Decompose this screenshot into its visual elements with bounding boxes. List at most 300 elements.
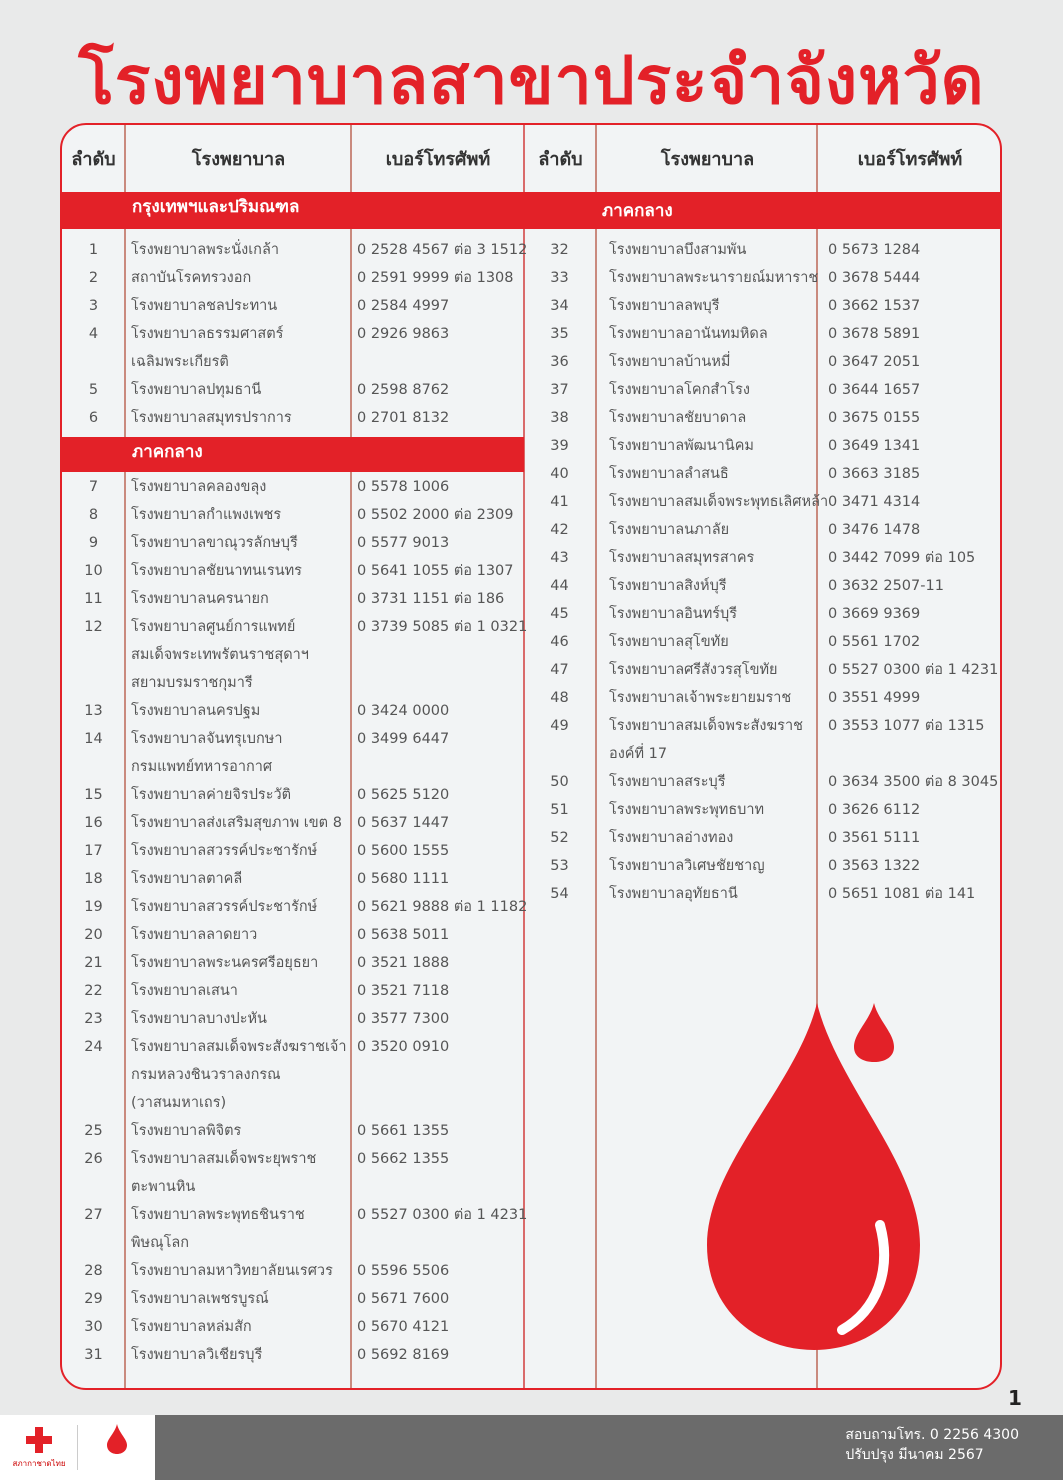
table-row (62, 613, 528, 697)
table-row (532, 796, 1002, 824)
hospital-name-line: โรงพยาบาลมหาวิทยาลัยนเรศวร (131, 1263, 333, 1279)
phone-number: 0 3634 3500 ต่อ 8 3045 (828, 774, 999, 790)
row-number: 53 (550, 858, 569, 874)
hospital-name-line: โรงพยาบาลหล่มสัก (131, 1319, 252, 1335)
row-number: 36 (550, 354, 569, 370)
hospital-name (131, 697, 260, 725)
hospital-name (131, 557, 302, 585)
phone-number: 0 3499 6447 (357, 731, 450, 747)
hospital-name-line: องค์ที่ 17 (609, 746, 668, 762)
row-number: 5 (88, 382, 99, 398)
hospital-name (609, 712, 803, 768)
hospital-name (609, 348, 730, 376)
table-row (62, 1201, 528, 1257)
header-hospital-right: โรงพยาบาล (660, 149, 755, 170)
table-row (62, 837, 524, 865)
phone-number: 0 5561 1702 (828, 634, 921, 650)
table-row (532, 432, 1002, 460)
red-cross-logo-icon (24, 1425, 54, 1455)
hospital-name (131, 893, 317, 921)
row-number: 42 (550, 522, 569, 538)
table-row (62, 865, 524, 893)
row-number: 50 (550, 774, 569, 790)
row-number: 33 (550, 270, 569, 286)
row-number: 18 (84, 871, 103, 887)
table-row (62, 320, 524, 376)
phone-number: 0 5637 1447 (357, 815, 450, 831)
phone-number: 0 3626 6112 (828, 802, 921, 818)
table-row (62, 977, 524, 1005)
phone-number: 0 5621 9888 ต่อ 1 1182 (357, 899, 528, 915)
hospital-name (131, 725, 282, 781)
hospital-name (131, 376, 261, 404)
table-row (532, 824, 1002, 852)
phone-number: 0 5578 1006 (357, 479, 450, 495)
hospital-name (131, 1033, 347, 1117)
hospital-name-line: สมเด็จพระเทพรัตนราชสุดาฯ (131, 647, 309, 663)
phone-number: 0 3520 0910 (357, 1039, 450, 1055)
table-row (532, 852, 1002, 880)
rows-central-right (532, 236, 1002, 908)
hospital-name (609, 404, 746, 432)
phone-number: 0 2591 9999 ต่อ 1308 (357, 270, 514, 286)
row-number: 17 (84, 843, 103, 859)
hospital-name (609, 264, 818, 292)
hospital-name (131, 865, 242, 893)
row-number: 16 (84, 815, 103, 831)
header-phone-right: เบอร์โทรศัพท์ (857, 149, 963, 170)
hospital-name-line: โรงพยาบาลสมุทรปราการ (131, 410, 292, 426)
table-row (532, 684, 1002, 712)
table-row (62, 236, 528, 264)
row-number: 49 (550, 718, 569, 734)
hospital-name-line: โรงพยาบาลสิงห์บุรี (609, 578, 727, 594)
row-number: 23 (84, 1011, 103, 1027)
phone-number: 0 5692 8169 (357, 1347, 450, 1363)
hospital-name-line: โรงพยาบาลนครนายก (131, 591, 269, 607)
phone-number: 0 3669 9369 (828, 606, 921, 622)
hospital-name-line: โรงพยาบาลศรีสังวรสุโขทัย (609, 662, 778, 678)
hospital-name-line: โรงพยาบาลวิเศษชัยชาญ (609, 858, 765, 874)
hospital-name-line: โรงพยาบาลบึงสามพัน (609, 242, 747, 258)
table-row (62, 529, 524, 557)
hospital-name-line: เฉลิมพระเกียรติ (131, 354, 229, 370)
row-number: 9 (88, 535, 99, 551)
phone-number: 0 3662 1537 (828, 298, 921, 314)
row-number: 20 (84, 927, 103, 943)
hospital-name-line: โรงพยาบาลสมเด็จพระสังฆราชเจ้า (131, 1039, 347, 1055)
table-row (62, 1341, 524, 1369)
table-row (62, 473, 524, 501)
hospital-name (609, 432, 754, 460)
section-bar-central (62, 437, 524, 472)
table-row (62, 585, 524, 613)
logo-area (0, 1415, 155, 1480)
row-number: 22 (84, 983, 103, 999)
hospital-name-line: ตะพานหิน (131, 1179, 196, 1195)
table-row (532, 712, 1002, 768)
table-row (62, 1257, 524, 1285)
hospital-name-line: โรงพยาบาลสระบุรี (609, 774, 726, 790)
page-title: โรงพยาบาลสาขาประจำจังหวัด (78, 42, 985, 119)
table-row (62, 1285, 524, 1313)
hospital-name-line: โรงพยาบาลชลประทาน (131, 298, 278, 314)
hospital-name-line: โรงพยาบาลชัยนาทนเรนทร (131, 563, 302, 579)
phone-number: 0 5662 1355 (357, 1151, 450, 1167)
phone-number: 0 5625 5120 (357, 787, 450, 803)
row-number: 15 (84, 787, 103, 803)
table-row (62, 1033, 524, 1117)
hospital-name (131, 404, 292, 432)
phone-number: 0 3521 7118 (357, 983, 450, 999)
hospital-name (131, 921, 257, 949)
table-row (62, 404, 524, 432)
row-number: 12 (84, 619, 103, 635)
hospital-name-line: โรงพยาบาลอานันทมหิดล (609, 326, 768, 342)
hospital-name-line: โรงพยาบาลจันทรุเบกษา (131, 731, 283, 747)
row-number: 4 (88, 326, 99, 342)
row-number: 24 (84, 1039, 103, 1055)
phone-number: 0 3476 1478 (828, 522, 921, 538)
table-row (62, 725, 524, 781)
phone-number: 0 5577 9013 (357, 535, 450, 551)
hospital-name-line: สยามบรมราชกุมารี (131, 675, 253, 691)
hospital-name (609, 684, 791, 712)
row-number: 14 (84, 731, 103, 747)
header-phone-left: เบอร์โทรศัพท์ (385, 149, 491, 170)
phone-number: 0 3442 7099 ต่อ 105 (828, 550, 976, 566)
phone-number: 0 5600 1555 (357, 843, 450, 859)
hospital-name (609, 852, 765, 880)
table-row (62, 781, 524, 809)
rows-bangkok (62, 236, 528, 432)
row-number: 28 (84, 1263, 103, 1279)
hospital-name (609, 656, 778, 684)
hospital-name (131, 949, 318, 977)
row-number: 51 (550, 802, 569, 818)
hospital-name (131, 1201, 305, 1257)
hospital-name-line: โรงพยาบาลตาคลี (131, 871, 243, 887)
hospital-name (131, 320, 283, 376)
table-row (532, 516, 1002, 544)
phone-number: 0 5596 5506 (357, 1263, 450, 1279)
hospital-name (609, 376, 750, 404)
hospital-name-line: โรงพยาบาลธรรมศาสตร์ (131, 326, 284, 342)
phone-number: 0 3678 5891 (828, 326, 921, 342)
hospital-name (131, 1285, 269, 1313)
section-label-bangkok: กรุงเทพฯและปริมณฑล (132, 197, 300, 217)
row-number: 40 (550, 466, 569, 482)
row-number: 35 (550, 326, 569, 342)
row-number: 27 (84, 1207, 103, 1223)
hospital-name-line: โรงพยาบาลสมุทรสาคร (609, 550, 755, 566)
table-row (62, 809, 524, 837)
table-row (532, 880, 1002, 908)
hospital-name (131, 585, 269, 613)
hospital-name (609, 824, 733, 852)
hospital-name-line: โรงพยาบาลบางปะหัน (131, 1011, 267, 1027)
section-bar (62, 192, 1002, 229)
phone-number: 0 3551 4999 (828, 690, 921, 706)
hospital-name (131, 1145, 316, 1201)
hospital-name (609, 880, 738, 908)
table-row (532, 292, 1002, 320)
hospital-name (131, 292, 277, 320)
row-number: 3 (88, 298, 99, 314)
phone-number: 0 3561 5111 (828, 830, 921, 846)
phone-number: 0 5527 0300 ต่อ 1 4231 (357, 1207, 528, 1223)
phone-number: 0 2598 8762 (357, 382, 450, 398)
phone-number: 0 3521 1888 (357, 955, 450, 971)
table-row (62, 1005, 524, 1033)
table-row (532, 600, 1002, 628)
row-number: 38 (550, 410, 569, 426)
hospital-name-line: โรงพยาบาลขาณุวรลักษบุรี (131, 535, 298, 551)
hospital-name (131, 1313, 252, 1341)
row-number: 13 (84, 703, 103, 719)
phone-number: 0 3563 1322 (828, 858, 921, 874)
hospital-name (609, 628, 729, 656)
row-number: 11 (84, 591, 103, 607)
phone-number: 0 2701 8132 (357, 410, 450, 426)
header-no-right: ลำดับ (538, 149, 583, 170)
hospital-name-line: (วาสนมหาเถร) (131, 1095, 227, 1111)
hospital-name-line: โรงพยาบาลนภาลัย (609, 522, 730, 538)
phone-number: 0 5661 1355 (357, 1123, 450, 1139)
hospital-name-line: สถาบันโรคทรวงอก (131, 270, 252, 286)
row-number: 29 (84, 1291, 103, 1307)
hospital-name-line: โรงพยาบาลสมเด็จพระยุพราช (131, 1151, 317, 1167)
phone-number: 0 3644 1657 (828, 382, 921, 398)
phone-number: 0 3553 1077 ต่อ 1315 (828, 718, 985, 734)
header-no-left: ลำดับ (71, 149, 116, 170)
table-row (62, 1117, 524, 1145)
row-number: 1 (88, 242, 99, 258)
row-number: 37 (550, 382, 569, 398)
table-row (62, 949, 524, 977)
hospital-name (131, 529, 298, 557)
hospital-name-line: โรงพยาบาลโคกสำโรง (609, 382, 750, 398)
hospital-name-line: โรงพยาบาลพระนารายณ์มหาราช (609, 270, 819, 286)
row-number: 21 (84, 955, 103, 971)
hospital-name (131, 1117, 241, 1145)
hospital-name-line: โรงพยาบาลพัฒนานิคม (609, 438, 754, 454)
hospital-name-line: โรงพยาบาลพระนั่งเกล้า (131, 242, 279, 258)
hospital-name-line: โรงพยาบาลปทุมธานี (131, 382, 262, 398)
hospital-name-line: โรงพยาบาลศูนย์การแพทย์ (131, 619, 296, 635)
table-row (62, 376, 524, 404)
table-row (532, 768, 1002, 796)
phone-number: 0 5527 0300 ต่อ 1 4231 (828, 662, 999, 678)
rows-central-left (62, 473, 528, 1369)
hospital-name-line: โรงพยาบาลค่ายจิรประวัติ (131, 787, 292, 803)
hospital-name-line: โรงพยาบาลเสนา (131, 983, 238, 999)
hospital-name (131, 613, 309, 697)
hospital-name (131, 1257, 333, 1285)
phone-number: 0 2926 9863 (357, 326, 450, 342)
row-number: 25 (84, 1123, 103, 1139)
table-row (532, 488, 1002, 516)
hospital-name (131, 977, 238, 1005)
row-number: 8 (88, 507, 99, 523)
hospital-name-line: โรงพยาบาลเพชรบูรณ์ (131, 1291, 269, 1307)
hospital-name-line: โรงพยาบาลชัยบาดาล (609, 410, 747, 426)
hospital-name (609, 236, 746, 264)
phone-number: 0 3632 2507-11 (828, 578, 944, 594)
hospital-name (609, 516, 729, 544)
hospital-name (131, 1005, 267, 1033)
phone-number: 0 2528 4567 ต่อ 3 1512 (357, 242, 528, 258)
phone-number: 0 5638 5011 (357, 927, 450, 943)
phone-number: 0 5641 1055 ต่อ 1307 (357, 563, 514, 579)
hospital-name-line: โรงพยาบาลลาดยาว (131, 927, 258, 943)
section-label-central-right: ภาคกลาง (602, 201, 673, 221)
phone-number: 0 5671 7600 (357, 1291, 450, 1307)
phone-number: 0 3647 2051 (828, 354, 921, 370)
divider (77, 1425, 78, 1470)
table-row (62, 292, 524, 320)
table-row (532, 376, 1002, 404)
hospital-table (60, 123, 1002, 1390)
row-number: 30 (84, 1319, 103, 1335)
hospital-name (131, 473, 266, 501)
table-row (532, 264, 1002, 292)
row-number: 45 (550, 606, 569, 622)
contact-phone: สอบถามโทร. 0 2256 4300 (845, 1427, 1019, 1443)
table-row (62, 921, 524, 949)
row-number: 43 (550, 550, 569, 566)
hospital-name-line: โรงพยาบาลกำแพงเพชร (131, 507, 282, 523)
table-row (62, 501, 524, 529)
table-row (62, 1145, 524, 1201)
row-number: 46 (550, 634, 569, 650)
updated-date: ปรับปรุง มีนาคม 2567 (845, 1447, 984, 1463)
hospital-name (131, 837, 317, 865)
hospital-name (609, 600, 737, 628)
hospital-name-line: โรงพยาบาลอุทัยธานี (609, 886, 738, 902)
hospital-name-line: โรงพยาบาลนครปฐม (131, 703, 261, 719)
hospital-name-line: โรงพยาบาลพระพุทธบาท (609, 802, 765, 818)
row-number: 54 (550, 886, 569, 902)
hospital-name (131, 809, 342, 837)
row-number: 47 (550, 662, 569, 678)
hospital-name-line: กรมหลวงชินวราลงกรณ (131, 1067, 281, 1083)
hospital-name-line: โรงพยาบาลส่งเสริมสุขภาพ เขต 8 (131, 815, 342, 831)
phone-number: 0 3424 0000 (357, 703, 450, 719)
page-number: 1 (1008, 1386, 1022, 1410)
phone-number: 0 3739 5085 ต่อ 1 0321 (357, 619, 528, 635)
hospital-name-line: โรงพยาบาลสวรรค์ประชารักษ์ (131, 843, 318, 859)
phone-number: 0 3471 4314 (828, 494, 921, 510)
phone-number: 0 5673 1284 (828, 242, 921, 258)
row-number: 52 (550, 830, 569, 846)
table-row (62, 893, 528, 921)
hospital-name-line: พิษณุโลก (131, 1235, 190, 1251)
hospital-name (131, 264, 251, 292)
table-row (532, 236, 1002, 264)
phone-number: 0 2584 4997 (357, 298, 450, 314)
hospital-name-line: โรงพยาบาลสมเด็จพระสังฆราช (609, 718, 803, 734)
phone-number: 0 3678 5444 (828, 270, 921, 286)
row-number: 32 (550, 242, 569, 258)
hospital-name-line: โรงพยาบาลพิจิตร (131, 1123, 242, 1139)
red-cross-logo-text: สภากาชาดไทย (12, 1459, 66, 1468)
phone-number: 0 5680 1111 (357, 871, 450, 887)
phone-number: 0 5670 4121 (357, 1319, 450, 1335)
phone-number: 0 3731 1151 ต่อ 186 (357, 591, 505, 607)
table-row (532, 320, 1002, 348)
hospital-name-line: โรงพยาบาลลพบุรี (609, 298, 720, 314)
hospital-name-line: โรงพยาบาลอ่างทอง (609, 830, 734, 846)
table-row (62, 264, 524, 292)
row-number: 26 (84, 1151, 103, 1167)
hospital-name-line: โรงพยาบาลคลองขลุง (131, 479, 267, 495)
hospital-name-line: โรงพยาบาลพระนครศรีอยุธยา (131, 955, 319, 971)
hospital-name (609, 320, 768, 348)
table-row (62, 697, 524, 725)
row-number: 7 (88, 479, 99, 495)
row-number: 10 (84, 563, 103, 579)
hospital-name (609, 768, 726, 796)
hospital-name-line: โรงพยาบาลอินทร์บุรี (609, 606, 738, 622)
phone-number: 0 3577 7300 (357, 1011, 450, 1027)
hospital-name (609, 488, 828, 516)
phone-number: 0 3649 1341 (828, 438, 921, 454)
table-row (532, 348, 1002, 376)
blood-center-logo-icon (106, 1423, 128, 1455)
table-row (62, 1313, 524, 1341)
row-number: 44 (550, 578, 569, 594)
hospital-name (131, 501, 281, 529)
hospital-name (609, 796, 764, 824)
phone-number: 0 5502 2000 ต่อ 2309 (357, 507, 514, 523)
table-row (532, 628, 1002, 656)
hospital-name (131, 236, 279, 264)
hospital-name-line: โรงพยาบาลลำสนธิ (609, 466, 729, 482)
row-number: 31 (84, 1347, 103, 1363)
hospital-name (609, 292, 720, 320)
hospital-name (131, 1341, 262, 1369)
hospital-name (609, 460, 729, 488)
table-row (532, 656, 1002, 684)
table-row (532, 572, 1002, 600)
hospital-name-line: โรงพยาบาลสมเด็จพระพุทธเลิศหล้า (609, 494, 829, 510)
table-row (532, 404, 1002, 432)
footer-bar (155, 1415, 1063, 1480)
phone-number: 0 5651 1081 ต่อ 141 (828, 886, 976, 902)
row-number: 41 (550, 494, 569, 510)
hospital-name-line: โรงพยาบาลบ้านหมี่ (609, 354, 731, 370)
blood-drop-icon (702, 995, 922, 1355)
section-label-central-left: ภาคกลาง (132, 442, 203, 462)
table-row (62, 557, 524, 585)
hospital-name (609, 544, 754, 572)
hospital-name-line: โรงพยาบาลวิเชียรบุรี (131, 1347, 263, 1363)
table-row (532, 544, 1002, 572)
row-number: 48 (550, 690, 569, 706)
row-number: 6 (88, 410, 99, 426)
row-number: 39 (550, 438, 569, 454)
hospital-name-line: โรงพยาบาลสวรรค์ประชารักษ์ (131, 899, 318, 915)
phone-number: 0 3675 0155 (828, 410, 921, 426)
row-number: 2 (88, 270, 99, 286)
table-row (532, 460, 1002, 488)
hospital-name (131, 781, 291, 809)
hospital-name-line: โรงพยาบาลพระพุทธชินราช (131, 1207, 305, 1223)
hospital-name (609, 572, 727, 600)
row-number: 34 (550, 298, 569, 314)
hospital-name-line: กรมแพทย์ทหารอากาศ (131, 759, 273, 775)
